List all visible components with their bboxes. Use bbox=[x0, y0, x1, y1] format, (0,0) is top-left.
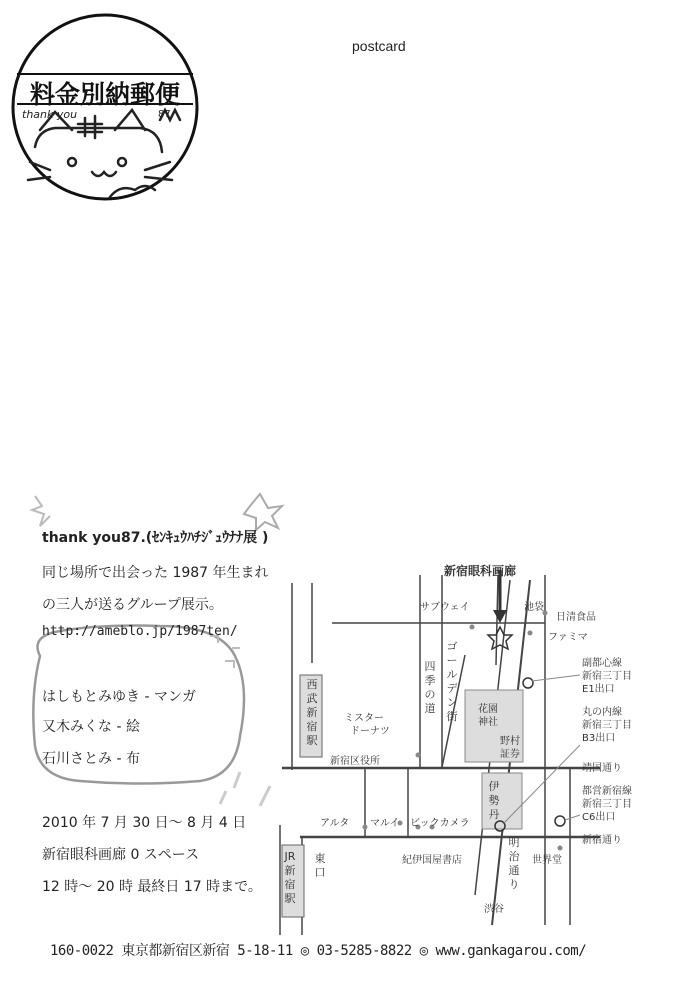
map-label-seibu: 西武新宿駅 bbox=[306, 678, 318, 747]
map-label-marui: マルイ bbox=[370, 818, 400, 829]
map-label-subway: サブウェイ bbox=[420, 602, 470, 613]
metro-exit-icon bbox=[555, 816, 565, 826]
map-label-fukutoshin-exit: E1出口 bbox=[582, 684, 615, 695]
map-label-marunouchi-station: 新宿三丁目 bbox=[582, 720, 632, 731]
footer-address: 160-0022 東京都新宿区新宿 5-18-11 ◎ 03-5285-8822 ◎ www.gankagarou.com/ bbox=[50, 943, 587, 959]
postmark-doodle-text: thank you bbox=[22, 108, 78, 121]
event-url[interactable]: http://ameblo.jp/1987ten/ bbox=[42, 624, 238, 639]
star-doodle-icon bbox=[244, 494, 282, 530]
map-label-golden-gai: ゴールデン街 bbox=[446, 640, 458, 723]
map-label-fukutoshin: 副都心線 bbox=[582, 658, 622, 669]
map-label-ward-office: 新宿区役所 bbox=[330, 756, 380, 767]
map-label-mister-donut-2: ドーナツ bbox=[350, 726, 390, 737]
artist-item: はしもとみゆき - マンガ bbox=[42, 689, 196, 705]
metro-exit-icon bbox=[523, 678, 533, 688]
map-label-ikebukuro: 池袋 bbox=[524, 602, 544, 613]
map-label-marunouchi: 丸の内線 bbox=[582, 707, 622, 718]
postcard-label: postcard bbox=[352, 38, 406, 54]
artist-item: 又木みくな - 絵 bbox=[42, 719, 140, 735]
map-label-toei-exit: C6出口 bbox=[582, 812, 616, 823]
star-doodle-icon bbox=[32, 496, 50, 526]
postmark-doodle-number: 87 bbox=[158, 109, 171, 120]
map-label-marunouchi-exit: B3出口 bbox=[582, 733, 616, 744]
map-label-bic-camera: ビックカメラ bbox=[410, 818, 470, 829]
map-label-hanazono: 花園 bbox=[478, 704, 498, 715]
map-label-shibuya: 渋谷 bbox=[484, 904, 504, 915]
postmark-text: 料金別納郵便 bbox=[29, 80, 180, 109]
event-venue: 新宿眼科画廊 0 スペース bbox=[42, 847, 200, 863]
map-label-fukutoshin-station: 新宿三丁目 bbox=[582, 671, 632, 682]
map-gallery-label: 新宿眼科画廊 bbox=[444, 564, 517, 578]
event-desc-line2: の三人が送るグループ展示。 bbox=[42, 597, 223, 613]
map-label-alta: アルタ bbox=[320, 818, 350, 829]
map-label-toei: 都営新宿線 bbox=[582, 786, 632, 797]
map-label-mister-donut: ミスター bbox=[344, 713, 384, 724]
map-label-east-exit: 東口 bbox=[314, 852, 326, 879]
map-label-nomura: 野村 bbox=[500, 736, 520, 747]
map-label-isetan: 伊勢丹 bbox=[488, 780, 500, 821]
artist-item: 石川さとみ - 布 bbox=[42, 751, 140, 767]
map-label-toei-station: 新宿三丁目 bbox=[582, 799, 632, 810]
map-label-hanazono-2: 神社 bbox=[478, 717, 498, 728]
event-hours: 12 時～ 20 時 最終日 17 時まで。 bbox=[42, 879, 262, 895]
postmark-stamp bbox=[10, 12, 200, 202]
map-label-nisshin: 日清食品 bbox=[556, 612, 596, 623]
map-label-yasukuni: 靖国通り bbox=[582, 763, 622, 774]
map-label-jr: JR新宿駅 bbox=[284, 850, 296, 905]
event-desc-line1: 同じ場所で出会った 1987 年生まれ bbox=[42, 565, 269, 581]
map-label-kinokuniya: 紀伊国屋書店 bbox=[402, 855, 462, 866]
star-marker-icon bbox=[488, 627, 512, 649]
map-label-shiki: 四季の道 bbox=[424, 660, 436, 715]
map-label-sekaido: 世界堂 bbox=[532, 855, 562, 866]
event-dates: 2010 年 7 月 30 日～ 8 月 4 日 bbox=[42, 815, 247, 831]
map-label-nomura-2: 証券 bbox=[500, 749, 520, 760]
map-label-famima: ファミマ bbox=[548, 632, 588, 643]
map-label-meiji-dori: 明治通り bbox=[508, 836, 520, 891]
event-title: thank you87.(ｾﾝｷｭｳﾊﾁｼﾞｭｳﾅﾅ展 ) bbox=[42, 530, 269, 546]
map-label-shinjuku-dori: 新宿通り bbox=[582, 835, 622, 846]
